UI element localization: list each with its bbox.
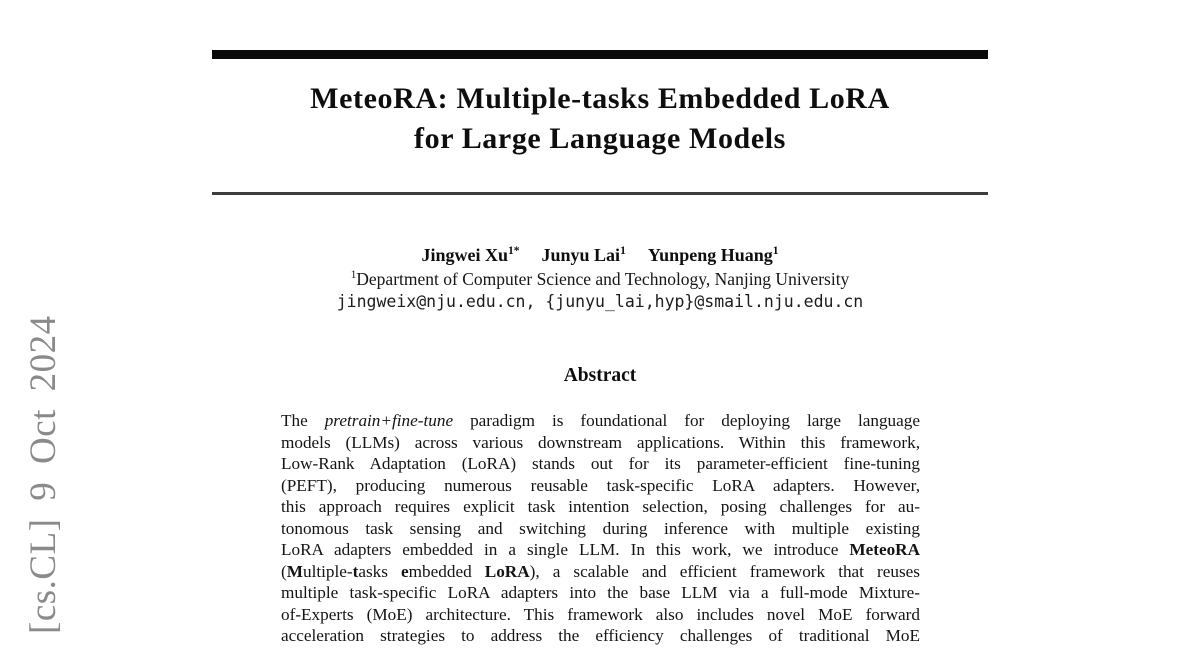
abstract-line: this approach requires explicit task intention selection, posing challenges for au-: [281, 497, 920, 516]
paper-title-line-1: MeteoRA: Multiple-tasks Embedded LoRA: [310, 82, 890, 115]
author-name-text: Yunpeng Huang: [647, 245, 773, 265]
abstract-line: [281, 410, 920, 432]
abstract-line: (PEFT), producing numerous reusable task-specific LoRA adapters. However,: [281, 475, 920, 495]
abstract-line: of-Experts (MoE) architecture. This framework also includes novel MoE forward: [281, 604, 920, 624]
abstract-line: acceleration strategies to address the efficiency challenges of traditional MoE: [281, 626, 920, 645]
abstract-bold-text: t: [352, 561, 359, 581]
affiliation-marker: 1: [350, 269, 357, 282]
abstract-bold-text: e: [401, 561, 409, 581]
abstract-bold-text: MeteoRA: [849, 540, 920, 559]
abstract-body: [281, 410, 920, 647]
author-affiliation-marker: 1: [620, 245, 626, 257]
abstract-line: multiple task-specific LoRA adapters into the base LLM via a full-mode Mixture-: [281, 583, 920, 602]
affiliation-text: Department of Computer Science and Technology, Nanjing University: [356, 269, 850, 289]
author-name-text: Jingwei Xu: [421, 245, 508, 265]
author-name: [542, 245, 626, 265]
abstract-bold-text: LoRA: [484, 561, 530, 581]
author-name: [421, 245, 519, 265]
paper-title-line-2: for Large Language Models: [414, 122, 786, 155]
abstract-text: mbedded: [408, 561, 485, 581]
abstract-line: [281, 561, 920, 583]
abstract-text: LoRA adapters embedded in a single LLM. In this work, we introduce: [281, 540, 850, 559]
abstract-text: (: [281, 561, 287, 581]
paper-title: [200, 79, 1000, 159]
arxiv-stamp-text: [cs.CL] 9 Oct 2024: [23, 315, 64, 634]
abstract-text: The: [281, 411, 325, 430]
abstract-text: paradigm is foundational for deploying large language: [453, 411, 920, 430]
abstract-heading: Abstract: [563, 365, 637, 386]
abstract-text: asks: [358, 561, 402, 581]
abstract-line: [281, 539, 920, 561]
abstract-text: ), a scalable and efficient framework that reuses: [529, 561, 920, 581]
author-affiliation-marker: 1: [772, 245, 779, 257]
author-name: [648, 245, 779, 265]
author-affiliation-marker: 1*: [508, 245, 520, 257]
abstract-line: models (LLMs) across various downstream applications. Within this framework,: [281, 432, 920, 452]
top-thick-rule: [212, 50, 988, 59]
abstract-bold-text: M: [286, 561, 303, 581]
author-name-text: Junyu Lai: [541, 245, 621, 265]
abstract-text: ultiple-: [302, 561, 353, 581]
abstract-line: Low-Rank Adaptation (LoRA) stands out for its parameter-efficient fine-tuning: [281, 454, 920, 473]
authors-line: [200, 244, 1000, 266]
abstract-line: tonomous task sensing and switching during inference with multiple existing: [281, 518, 920, 538]
title-separator-rule: [212, 192, 988, 195]
affiliation-line: [200, 268, 1000, 290]
emails-line: jingweix@nju.edu.cn, {junyu_lai,hyp}@smail.nju.edu.cn: [336, 292, 864, 311]
abstract-italic-text: pretrain+fine-tune: [324, 411, 454, 430]
